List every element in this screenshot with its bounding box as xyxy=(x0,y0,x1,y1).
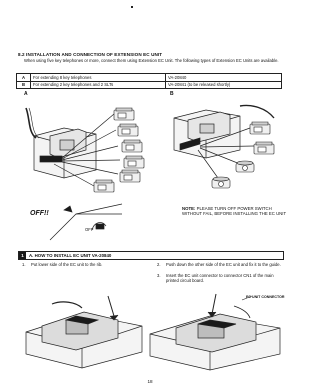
step-item xyxy=(22,262,142,268)
figure-a-illustration xyxy=(24,98,156,190)
speck-mark xyxy=(131,6,133,8)
procedure-number: 1 xyxy=(19,252,26,259)
step-text: Put lower side of the EC unit to the rib. xyxy=(31,262,103,267)
unit-types-table xyxy=(16,73,282,89)
note-text: PLEASE TURN OFF POWER SWITCH WITHOUT FAIL, BEFORE INSTALLING THE EC UNIT xyxy=(182,206,287,217)
step-number: 2. xyxy=(157,262,161,267)
figure-b-label: B xyxy=(170,91,174,97)
off-switch-label: OFF xyxy=(85,227,94,232)
power-note xyxy=(182,206,290,217)
note-heading: NOTE: xyxy=(182,206,196,211)
install-step2-illustration xyxy=(146,290,286,372)
section-heading: 8.2 INSTALLATION AND CONNECTION OF EXTENSION EC UNIT xyxy=(18,52,163,57)
power-off-illustration xyxy=(30,200,122,244)
page-number: 18 xyxy=(147,379,153,384)
step-item xyxy=(157,262,285,273)
install-step1-illustration xyxy=(22,290,144,370)
step-text: Push down the other side of the EC unit and fix it to the guide. xyxy=(166,262,281,267)
unit-key: B xyxy=(17,81,31,89)
procedure-title-bar xyxy=(18,251,284,260)
step-item xyxy=(157,273,285,284)
figure-b-illustration xyxy=(170,98,290,190)
unit-description: For extending 8 key telephones xyxy=(31,74,166,82)
intro-paragraph: When using five key telephones or more, connect them using Extension EC Unit. The following types of Extension EC Units are available. xyxy=(24,58,279,63)
connector-callout: EC UNIT CONNECTOR xyxy=(246,295,285,299)
step-number: 3. xyxy=(157,273,161,278)
step-text: Insert the EC unit connector to connector CN1 of the main printed circuit board. xyxy=(166,273,274,284)
table-row xyxy=(17,74,282,82)
unit-model: VA-20841 (to be released shortly) xyxy=(166,81,282,89)
off-caption: OFF!! xyxy=(30,210,49,217)
unit-description: For extending 2 key telephones and 2 SLTs xyxy=(31,81,166,89)
unit-model: VA-20840 xyxy=(166,74,282,82)
procedure-title: A. HOW TO INSTALL EC UNIT VA-20840 xyxy=(29,253,112,258)
table-row xyxy=(17,81,282,89)
step-number: 1. xyxy=(22,262,26,267)
figure-a-label: A xyxy=(24,91,28,97)
unit-key: A xyxy=(17,74,31,82)
